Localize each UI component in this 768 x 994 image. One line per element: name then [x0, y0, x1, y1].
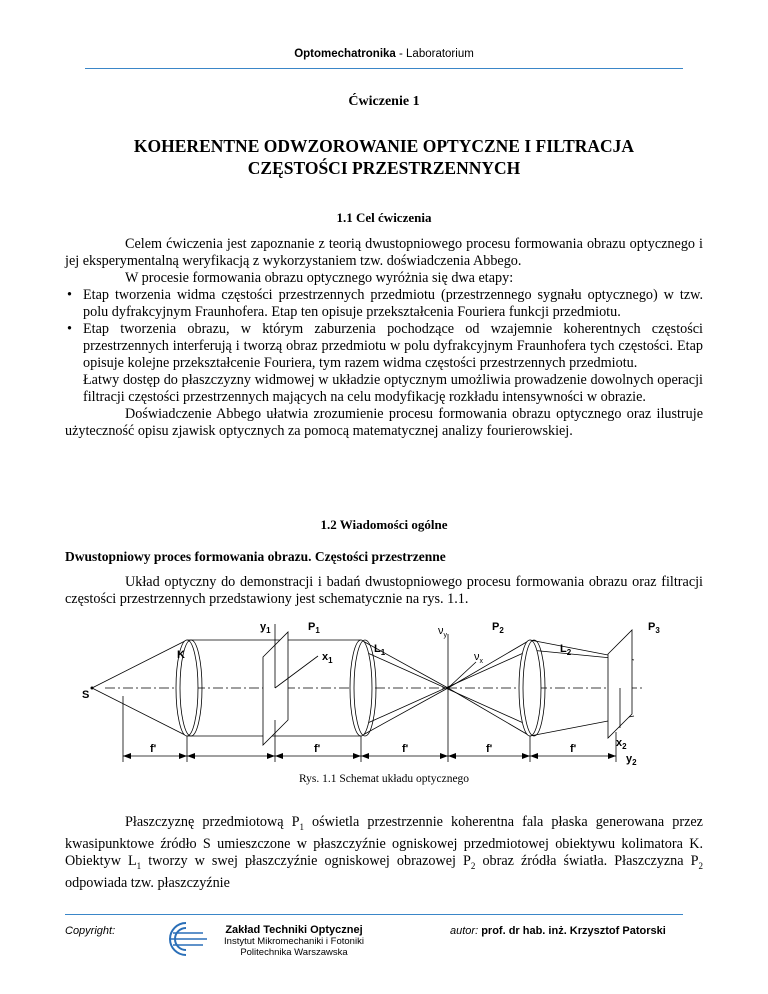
label-y2: $y_2$ [626, 753, 637, 767]
subsection-heading: Dwustopniowy proces formowania obrazu. Częstości przestrzenne [65, 549, 446, 564]
label-nx: $\nu_x$ [474, 651, 483, 665]
ray [361, 688, 448, 736]
label-p2: $P_2$ [492, 621, 504, 635]
institute-name: Zakład Techniki Optycznej [225, 924, 363, 936]
header-subtitle: - Laboratorium [395, 48, 474, 60]
header-course: Optomechatronika [294, 48, 396, 60]
ray [448, 640, 530, 688]
paragraph: Celem ćwiczenia jest zapoznanie z teorią dwustopniowego procesu formowania obrazu optycznego i jej eksperymentalną weryfikacją z wykorzystaniem tzw. doświadczenia Abbego. [65, 236, 703, 269]
label-f: f' [570, 743, 577, 755]
running-header [85, 48, 683, 60]
label-y1: $y_1$ [260, 621, 271, 635]
label-f: f' [486, 743, 493, 755]
author-line [450, 925, 666, 937]
section-heading-general: 1.2 Wiadomości ogólne [320, 517, 448, 532]
object-plane-p1 [263, 632, 288, 745]
list-item: • Etap tworzenia widma częstości przestrzennych przedmiotu (przestrzennego sygnału optycznego) w tzw. polu dyfrakcyjnym Fraunhofera. Etap ten opisuje przekształcenia Fouriera funkcji przedmiotu. [67, 287, 703, 320]
label-k: K [177, 649, 185, 661]
institute-line: Instytut Mikromechaniki i Fotoniki [224, 936, 364, 947]
label-x2: $x_2$ [616, 737, 627, 751]
institute-block [214, 925, 374, 958]
stage-list [65, 287, 703, 372]
section-heading-goal: 1.1 Cel ćwiczenia [336, 210, 432, 225]
title-line-2: CZĘSTOŚCI PRZESTRZENNYCH [247, 158, 521, 178]
list-item: • Etap tworzenia obrazu, w którym zaburzenia pochodzące od wzajemnie koherentnych częstości przestrzennych interferują i tworzą obraz przedmiotu w polu dyfrakcyjnym Fraunhofera tych częstości. Etap opisuje kolejne przekształcenie Fouriera, tym razem widma częstości przestrzennych przedmiotu. [67, 321, 703, 371]
author-name: prof. dr hab. inż. Krzysztof Patorski [478, 925, 666, 937]
lens-l1 [350, 640, 372, 736]
author-label: autor: [450, 925, 479, 937]
section-goal-body [65, 236, 703, 440]
label-f: f' [150, 743, 157, 755]
paragraph: W procesie formowania obrazu optycznego wyróżnia się dwa etapy: [125, 270, 514, 286]
header-rule [85, 68, 683, 69]
institute-logo-icon [163, 919, 209, 959]
label-p3: $P_3$ [648, 621, 660, 635]
label-x1: $x_1$ [322, 651, 333, 665]
page-title [85, 135, 683, 179]
label-s: S [82, 689, 90, 701]
label-l1: $L_1$ [374, 643, 386, 657]
ray [92, 640, 187, 688]
exercise-label: Ćwiczenie 1 [348, 94, 420, 109]
paragraph: Płaszczyznę przedmiotową $P_1$ oświetla przestrzennie koherentna fala płaska generowana przez kwasipunktowe źródło S umieszczone w płaszczyźnie ogniskowej przedmiotowej obiektywu kolimatora K. Obiektyw $L_1$ tworzy w swej płaszczyźnie ogniskowej obrazowej $P_2$ obraz źródła światła. Płaszczyzna $P_2$ odpowiada tzw. płaszczyźnie [65, 814, 703, 891]
copyright-label: Copyright: [65, 925, 116, 937]
optical-setup-diagram [60, 612, 710, 772]
label-p1: $P_1$ [308, 621, 320, 635]
label-ny: $\nu_y$ [438, 625, 447, 639]
label-f: f' [402, 743, 409, 755]
label-f: f' [314, 743, 321, 755]
paragraph: Doświadczenie Abbego ułatwia zrozumienie procesu formowania obrazu optycznego oraz ilustruje użyteczność opisu zjawisk optycznych za pomocą matematycznej analizy fourierowskiej. [65, 406, 703, 439]
lens-l2 [519, 640, 541, 736]
nx-axis [448, 662, 476, 688]
ray [448, 688, 530, 736]
paragraph: Układ optyczny do demonstracji i badań dwustopniowego procesu formowania obrazu oraz filtracji częstości przestrzennych przedstawiony jest schematycznie na rys. 1.1. [65, 574, 703, 607]
label-l2: $L_2$ [560, 643, 572, 657]
ray [92, 688, 187, 736]
paragraph: Łatwy dostęp do płaszczyzny widmowej w układzie optycznym umożliwia prowadzenie dowolnych operacji filtracji częstości przestrzennych mających na celu modyfikację rozkładu intensywności w obrazie. [83, 372, 703, 405]
footer-rule [65, 914, 683, 915]
figure-caption: Rys. 1.1 Schemat układu optycznego [298, 773, 470, 785]
title-line-1: KOHERENTNE ODWZOROWANIE OPTYCZNE I FILTRACJA [133, 136, 635, 156]
institute-line: Politechnika Warszawska [240, 947, 348, 958]
